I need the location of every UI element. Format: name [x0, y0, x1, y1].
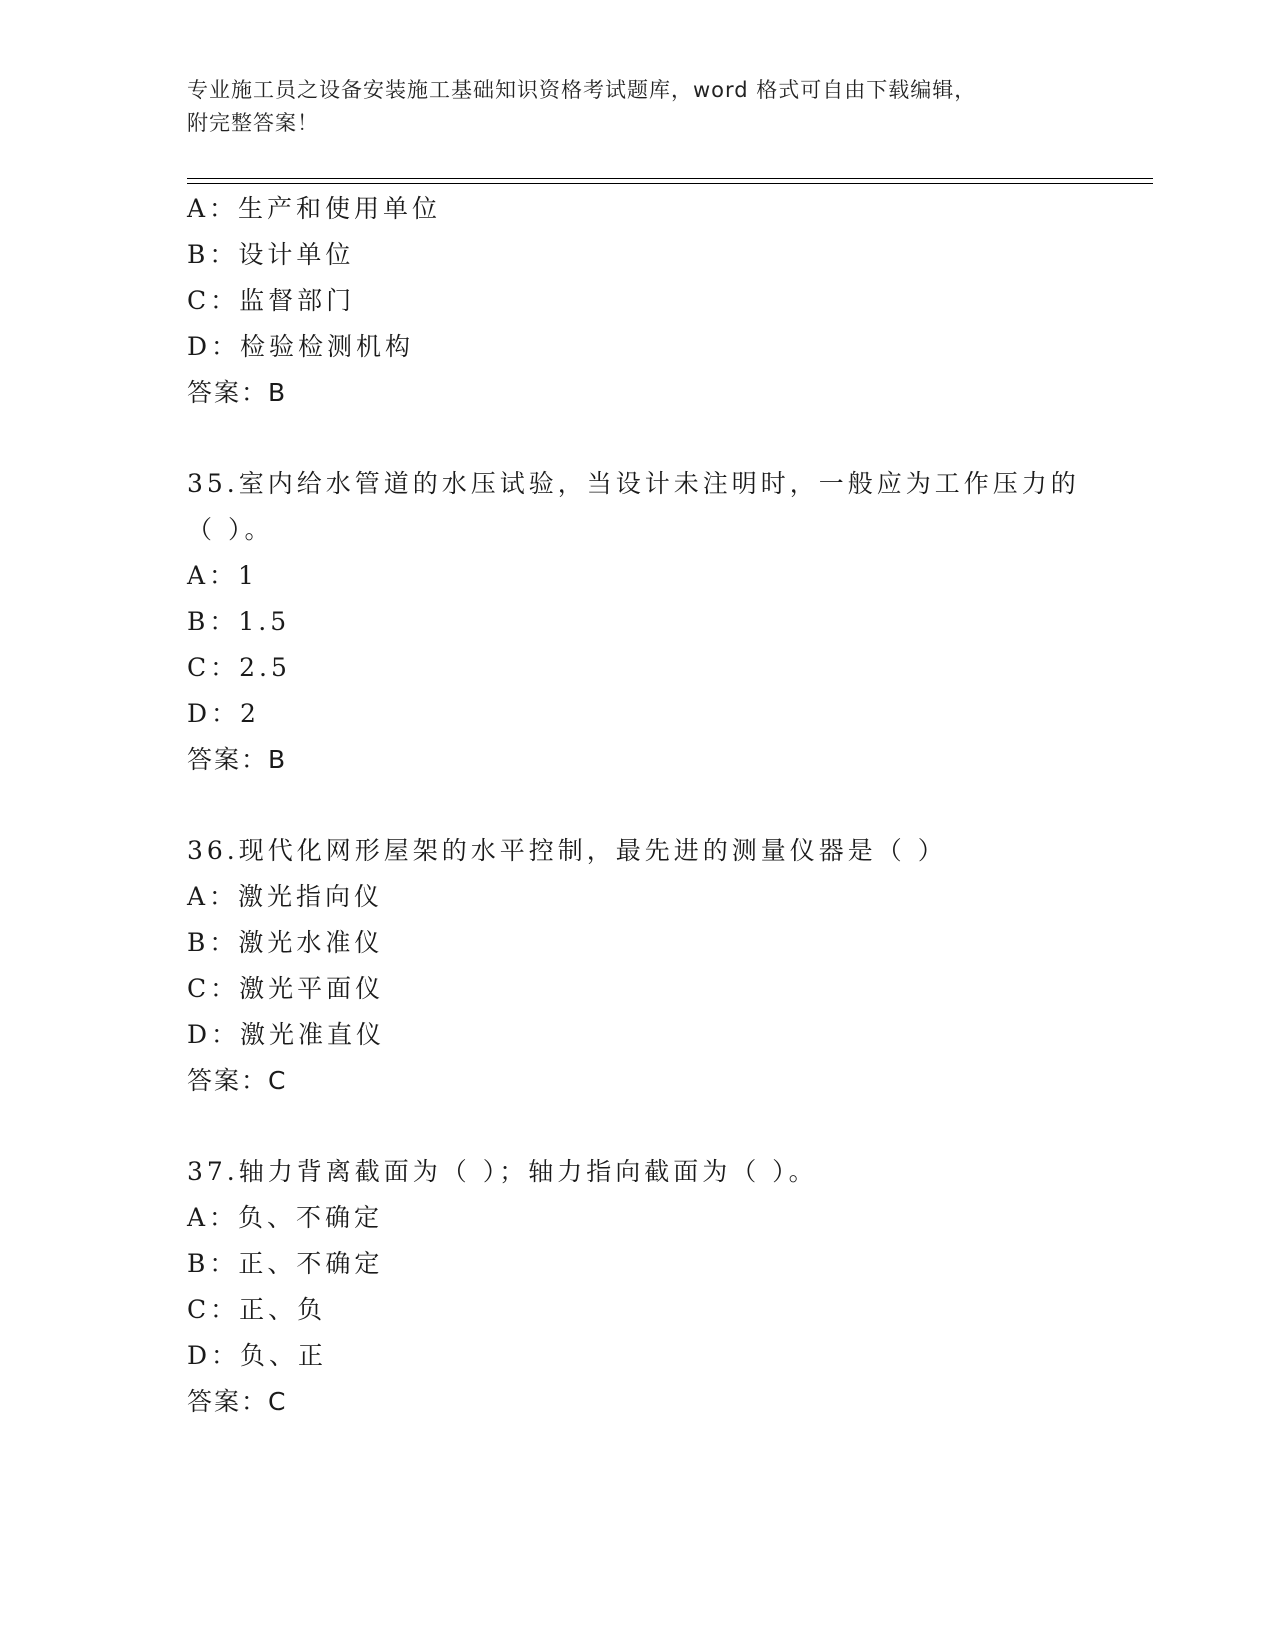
header-rule-top — [187, 178, 1153, 179]
header-line-2: 附完整答案！ — [187, 111, 319, 135]
answer-line: 答案：B — [187, 378, 288, 407]
spacer — [187, 783, 1153, 828]
question-text: 36.现代化网形屋架的水平控制，最先进的测量仪器是（ ） — [187, 836, 947, 865]
option-c: C：2.5 — [187, 653, 291, 682]
spacer — [187, 416, 1153, 461]
option-a: A：生产和使用单位 — [187, 194, 442, 223]
option-a: A：激光指向仪 — [187, 882, 384, 911]
option-c: C：监督部门 — [187, 286, 356, 315]
question-text: 35.室内给水管道的水压试验，当设计未注明时，一般应为工作压力的 — [187, 469, 1080, 498]
answer-line: 答案：C — [187, 1066, 288, 1095]
question-37 — [187, 1149, 1153, 1425]
question-36 — [187, 828, 1153, 1104]
spacer — [187, 1104, 1153, 1149]
question-text: 37.轴力背离截面为（ ）；轴力指向截面为（ ）。 — [187, 1157, 818, 1186]
header-line-1: 专业施工员之设备安装施工基础知识资格考试题库，word 格式可自由下载编辑， — [187, 78, 977, 102]
option-b: B：设计单位 — [187, 240, 355, 269]
question-35 — [187, 461, 1153, 783]
option-b: B：1.5 — [187, 607, 291, 636]
option-c: C：正、负 — [187, 1295, 327, 1324]
option-a: A：1 — [187, 561, 258, 590]
question-list — [187, 186, 1153, 1425]
question-text-continued: （ ）。 — [187, 515, 274, 544]
document-header — [187, 74, 1067, 140]
answer-line: 答案：B — [187, 745, 288, 774]
option-d: D：激光准直仪 — [187, 1020, 386, 1049]
question-block-continued — [187, 186, 1153, 416]
option-c: C：激光平面仪 — [187, 974, 385, 1003]
answer-line: 答案：C — [187, 1387, 288, 1416]
option-b: B：正、不确定 — [187, 1249, 384, 1278]
option-a: A：负、不确定 — [187, 1203, 384, 1232]
option-b: B：激光水准仪 — [187, 928, 384, 957]
option-d: D：2 — [187, 699, 260, 728]
header-rule-bottom — [187, 183, 1153, 184]
option-d: D：负、正 — [187, 1341, 328, 1370]
option-d: D：检验检测机构 — [187, 332, 415, 361]
